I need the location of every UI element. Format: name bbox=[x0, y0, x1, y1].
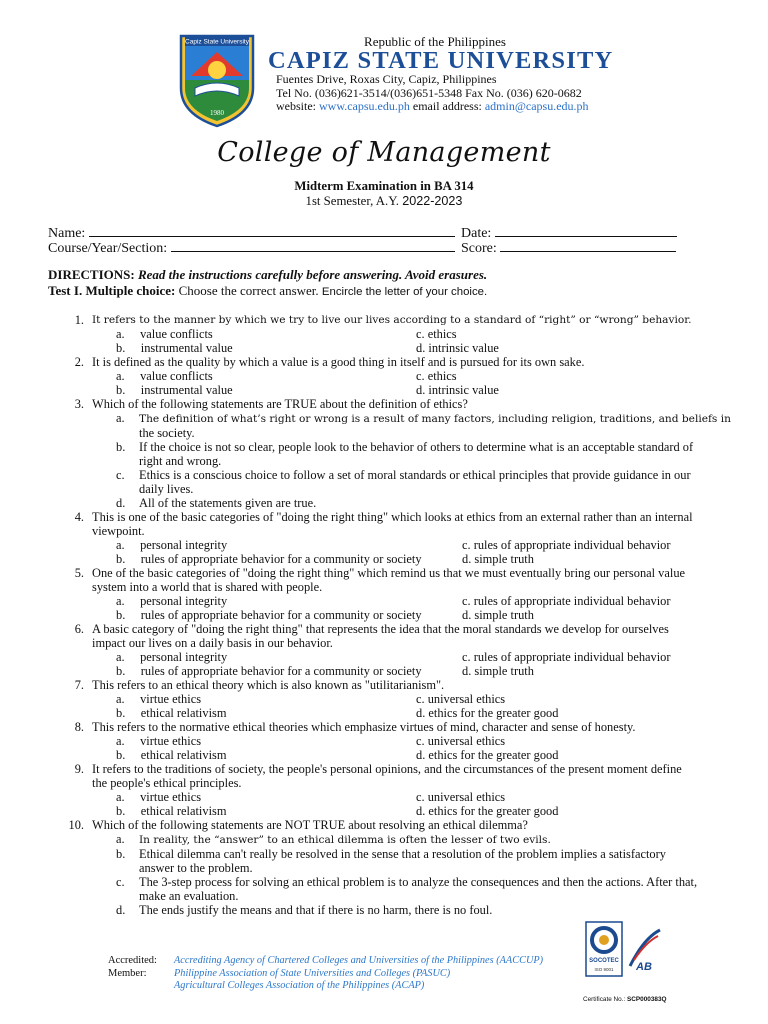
option-letter[interactable]: b. bbox=[116, 664, 126, 678]
statement-a[interactable] bbox=[116, 832, 734, 847]
statement-text: All of the statements given are true. bbox=[139, 496, 317, 510]
options bbox=[116, 369, 734, 397]
contact-line bbox=[268, 100, 598, 114]
member-label: Member: bbox=[108, 967, 147, 979]
course-field bbox=[48, 240, 455, 257]
republic-text: Republic of the Philippines bbox=[364, 34, 506, 49]
logo-top-text: Capiz State University bbox=[185, 38, 249, 46]
option-letter[interactable]: a. bbox=[116, 369, 125, 383]
option-c[interactable]: c. ethics bbox=[416, 369, 457, 383]
question-text: This refers to an ethical theory which is also known as "utilitarianism". bbox=[92, 678, 445, 692]
university-header bbox=[268, 34, 614, 114]
statement-c[interactable] bbox=[116, 468, 734, 482]
options bbox=[116, 790, 734, 818]
statement-a-cont bbox=[116, 426, 734, 440]
exam-title: Midterm Examination in BA 314 bbox=[294, 179, 474, 193]
question-text: Which of the following statements are NOT TRUE about resolving an ethical dilemma? bbox=[92, 818, 528, 832]
score-label: Score: bbox=[461, 241, 497, 256]
option-letter[interactable]: b. bbox=[116, 804, 126, 818]
option-a[interactable]: value conflicts bbox=[140, 327, 213, 341]
option-letter[interactable]: b. bbox=[116, 341, 126, 355]
statement-d[interactable] bbox=[116, 496, 734, 510]
option-letter[interactable]: a. bbox=[116, 538, 125, 552]
iso-text: ISO 9001 bbox=[594, 967, 614, 972]
name-blank[interactable] bbox=[89, 225, 455, 237]
question-number: 6. bbox=[74, 622, 84, 636]
question-number: 8. bbox=[74, 720, 84, 734]
question-text: This refers to the normative ethical theories which emphasize virtues of mind, character and sense of honesty. bbox=[92, 720, 636, 734]
aaccup-text: Accrediting Agency of Chartered Colleges and Universities of the Philippines (AACCUP) bbox=[174, 955, 544, 966]
statement-c-cont bbox=[116, 889, 734, 903]
option-d[interactable]: d. ethics for the greater good bbox=[416, 804, 559, 818]
option-letter: b. bbox=[116, 440, 126, 454]
directions-text: Read the instructions carefully before answering. Avoid erasures. bbox=[137, 267, 488, 282]
option-b[interactable]: ethical relativism bbox=[140, 804, 227, 818]
statement-text: make an evaluation. bbox=[139, 889, 239, 903]
question-list bbox=[64, 313, 734, 917]
email-label: email address: bbox=[412, 99, 482, 114]
directions-label: DIRECTIONS: bbox=[48, 267, 135, 282]
question-1 bbox=[64, 313, 734, 355]
statement-d[interactable] bbox=[116, 903, 734, 917]
question-3 bbox=[64, 397, 734, 510]
question-text: Which of the following statements are TRUE about the definition of ethics? bbox=[92, 397, 468, 411]
statement-b[interactable] bbox=[116, 440, 734, 454]
cert-label: Certificate No.: bbox=[583, 996, 626, 1003]
question-text-cont: system into a world that is shared with people. bbox=[92, 580, 323, 594]
directions bbox=[48, 268, 738, 282]
options bbox=[116, 594, 734, 622]
question-6 bbox=[64, 622, 734, 678]
statement-list bbox=[116, 411, 734, 510]
question-text-cont: the people's ethical principles. bbox=[92, 776, 242, 790]
question-number: 10. bbox=[68, 818, 84, 832]
option-a[interactable]: virtue ethics bbox=[140, 734, 202, 748]
statement-c-cont bbox=[116, 482, 734, 496]
options bbox=[116, 692, 734, 720]
date-blank[interactable] bbox=[495, 225, 677, 237]
footer-spacer bbox=[108, 980, 174, 993]
statement-text: right and wrong. bbox=[139, 454, 222, 468]
option-c[interactable]: c. ethics bbox=[416, 327, 457, 341]
test-label: Test I. Multiple choice: bbox=[48, 283, 176, 298]
university-name: CAPIZ STATE UNIVERSITY bbox=[268, 47, 614, 74]
option-letter: c. bbox=[116, 468, 125, 482]
question-9 bbox=[64, 762, 734, 818]
statement-text: Ethical dilemma can't really be resolved in the sense that a resolution of the problem implies a satisfactory bbox=[139, 847, 666, 861]
acap-text: Agricultural Colleges Association of the Philippines (ACAP) bbox=[174, 980, 425, 991]
question-7 bbox=[64, 678, 734, 720]
question-number: 3. bbox=[74, 397, 84, 411]
option-d[interactable]: d. simple truth bbox=[462, 664, 534, 678]
option-letter[interactable]: b. bbox=[116, 383, 126, 397]
option-letter: a. bbox=[116, 411, 125, 425]
name-label: Name: bbox=[48, 226, 86, 241]
option-letter[interactable]: b. bbox=[116, 748, 126, 762]
question-text-cont: impact our lives on a daily basis in our behavior. bbox=[92, 636, 333, 650]
cert-no: SCP000383Q bbox=[627, 996, 667, 1003]
question-text: One of the basic categories of "doing the right thing" which remind us that we must eventually bring our personal value bbox=[92, 566, 686, 580]
statement-a[interactable] bbox=[116, 411, 734, 426]
question-4 bbox=[64, 510, 734, 566]
option-c[interactable]: c. rules of appropriate individual behavior bbox=[462, 538, 671, 552]
question-text: A basic category of "doing the right thing" that represents the idea that the moral standards we develop for ourselves bbox=[92, 622, 669, 636]
option-letter: b. bbox=[116, 847, 126, 861]
option-letter[interactable]: a. bbox=[116, 734, 125, 748]
question-text: This is one of the basic categories of "doing the right thing" which looks at ethics from an external rather than an internal bbox=[92, 510, 693, 524]
semester-line bbox=[0, 194, 768, 208]
option-c[interactable]: c. rules of appropriate individual behavior bbox=[462, 594, 671, 608]
option-b[interactable]: instrumental value bbox=[140, 383, 233, 397]
statement-list bbox=[116, 832, 734, 917]
statement-text: The ends justify the means and that if there is no harm, there is no foul. bbox=[139, 903, 493, 917]
option-d[interactable]: d. intrinsic value bbox=[416, 383, 499, 397]
question-text: It refers to the manner by which we try to live our lives according to a standard of “right” or “wrong” behavior. bbox=[92, 314, 692, 326]
option-d[interactable]: d. ethics for the greater good bbox=[416, 748, 559, 762]
statement-text: daily lives. bbox=[139, 482, 194, 496]
option-letter[interactable]: a. bbox=[116, 650, 125, 664]
option-letter: a. bbox=[116, 832, 125, 846]
pasuc-text: Philippine Association of State Universities and Colleges (PASUC) bbox=[174, 967, 451, 979]
question-10 bbox=[64, 818, 734, 917]
socotec-text: SOCOTEC bbox=[589, 958, 619, 964]
option-b[interactable]: rules of appropriate behavior for a community or society bbox=[140, 608, 422, 622]
option-letter[interactable]: a. bbox=[116, 327, 125, 341]
certificate-number bbox=[583, 993, 666, 1007]
tel-text: Tel No. (036)621-3514/(036)651-5348 Fax No. (036) 620-0682 bbox=[276, 85, 582, 100]
date-label: Date: bbox=[461, 226, 492, 241]
statement-text: If the choice is not so clear, people look to the behavior of others to determine what is an acceptable standard of bbox=[139, 440, 694, 454]
question-2 bbox=[64, 355, 734, 397]
statement-b-cont bbox=[116, 454, 734, 468]
option-c[interactable]: c. universal ethics bbox=[416, 692, 506, 706]
statement-b[interactable] bbox=[116, 847, 734, 861]
question-number: 1. bbox=[74, 313, 84, 327]
option-b[interactable]: ethical relativism bbox=[140, 748, 227, 762]
option-letter[interactable]: b. bbox=[116, 608, 126, 622]
course-label: Course/Year/Section: bbox=[48, 241, 168, 256]
options bbox=[116, 650, 734, 678]
option-letter[interactable]: a. bbox=[116, 692, 125, 706]
svg-text:AB: AB bbox=[636, 961, 652, 973]
logo-year: 1980 bbox=[210, 109, 224, 117]
test-text: Choose the correct answer. bbox=[178, 283, 319, 298]
statement-text: answer to the problem. bbox=[139, 861, 253, 875]
option-b[interactable]: ethical relativism bbox=[140, 706, 227, 720]
question-number: 9. bbox=[74, 762, 84, 776]
options bbox=[116, 538, 734, 566]
options bbox=[116, 327, 734, 355]
option-letter[interactable]: a. bbox=[116, 790, 125, 804]
question-number: 4. bbox=[74, 510, 84, 524]
option-a[interactable]: personal integrity bbox=[140, 538, 228, 552]
semester-prefix: 1st Semester, A.Y. bbox=[305, 194, 403, 208]
accreditation-footer bbox=[108, 955, 588, 993]
score-blank[interactable] bbox=[500, 240, 676, 252]
score-field bbox=[461, 240, 676, 257]
options bbox=[116, 734, 734, 762]
statement-c[interactable] bbox=[116, 875, 734, 889]
option-a[interactable]: personal integrity bbox=[140, 594, 228, 608]
course-blank[interactable] bbox=[171, 240, 455, 252]
option-a[interactable]: virtue ethics bbox=[140, 692, 202, 706]
option-a[interactable]: value conflicts bbox=[140, 369, 213, 383]
option-c[interactable]: c. universal ethics bbox=[416, 790, 506, 804]
statement-text: The definition of what’s right or wrong is a result of many factors, including religion, traditions, and beliefs in bbox=[139, 413, 731, 425]
option-letter[interactable]: b. bbox=[116, 552, 126, 566]
question-text: It is defined as the quality by which a value is a good thing in itself and is pursued for its own sake. bbox=[92, 355, 585, 369]
option-c[interactable]: c. rules of appropriate individual behavior bbox=[462, 650, 671, 664]
website-link[interactable]: www.capsu.edu.ph bbox=[319, 99, 410, 114]
question-number: 5. bbox=[74, 566, 84, 580]
college-title: College of Management bbox=[217, 137, 551, 168]
option-d[interactable]: d. simple truth bbox=[462, 608, 534, 622]
option-b[interactable]: rules of appropriate behavior for a community or society bbox=[140, 552, 422, 566]
test-extra: Encircle the letter of your choice. bbox=[321, 286, 488, 298]
question-8 bbox=[64, 720, 734, 762]
uab-logo bbox=[630, 930, 660, 973]
university-seal-logo bbox=[177, 30, 257, 128]
option-letter: c. bbox=[116, 875, 125, 889]
statement-text: In reality, the “answer” to an ethical dilemma is often the lesser of two evils. bbox=[139, 834, 551, 846]
academic-year: 2022-2023 bbox=[402, 194, 463, 208]
option-d[interactable]: d. simple truth bbox=[462, 552, 534, 566]
statement-text: The 3-step process for solving an ethical problem is to analyze the consequences and then the actions. After that, bbox=[139, 875, 698, 889]
option-d[interactable]: d. ethics for the greater good bbox=[416, 706, 559, 720]
option-b[interactable]: rules of appropriate behavior for a community or society bbox=[140, 664, 422, 678]
option-letter[interactable]: a. bbox=[116, 594, 125, 608]
statement-b-cont bbox=[116, 861, 734, 875]
statement-text: the society. bbox=[139, 426, 195, 440]
option-b[interactable]: instrumental value bbox=[140, 341, 233, 355]
test-instructions bbox=[48, 284, 738, 299]
question-text: It refers to the traditions of society, the people's personal opinions, and the circumstances of the present moment define bbox=[92, 762, 682, 776]
question-text-cont: viewpoint. bbox=[92, 524, 145, 538]
address-text: Fuentes Drive, Roxas City, Capiz, Philippines bbox=[276, 72, 497, 86]
website-label: website: bbox=[276, 99, 316, 114]
email-link[interactable]: admin@capsu.edu.ph bbox=[484, 99, 589, 114]
option-letter: d. bbox=[116, 903, 126, 917]
option-letter: d. bbox=[116, 496, 126, 510]
option-c[interactable]: c. universal ethics bbox=[416, 734, 506, 748]
statement-text: Ethics is a conscious choice to follow a set of moral standards or ethical principles that provide guidance in our bbox=[139, 468, 691, 482]
question-number: 2. bbox=[74, 355, 84, 369]
question-5 bbox=[64, 566, 734, 622]
option-a[interactable]: virtue ethics bbox=[140, 790, 202, 804]
accredited-label: Accredited: bbox=[108, 955, 157, 966]
question-number: 7. bbox=[74, 678, 84, 692]
option-d[interactable]: d. intrinsic value bbox=[416, 341, 499, 355]
option-letter[interactable]: b. bbox=[116, 706, 126, 720]
option-a[interactable]: personal integrity bbox=[140, 650, 228, 664]
